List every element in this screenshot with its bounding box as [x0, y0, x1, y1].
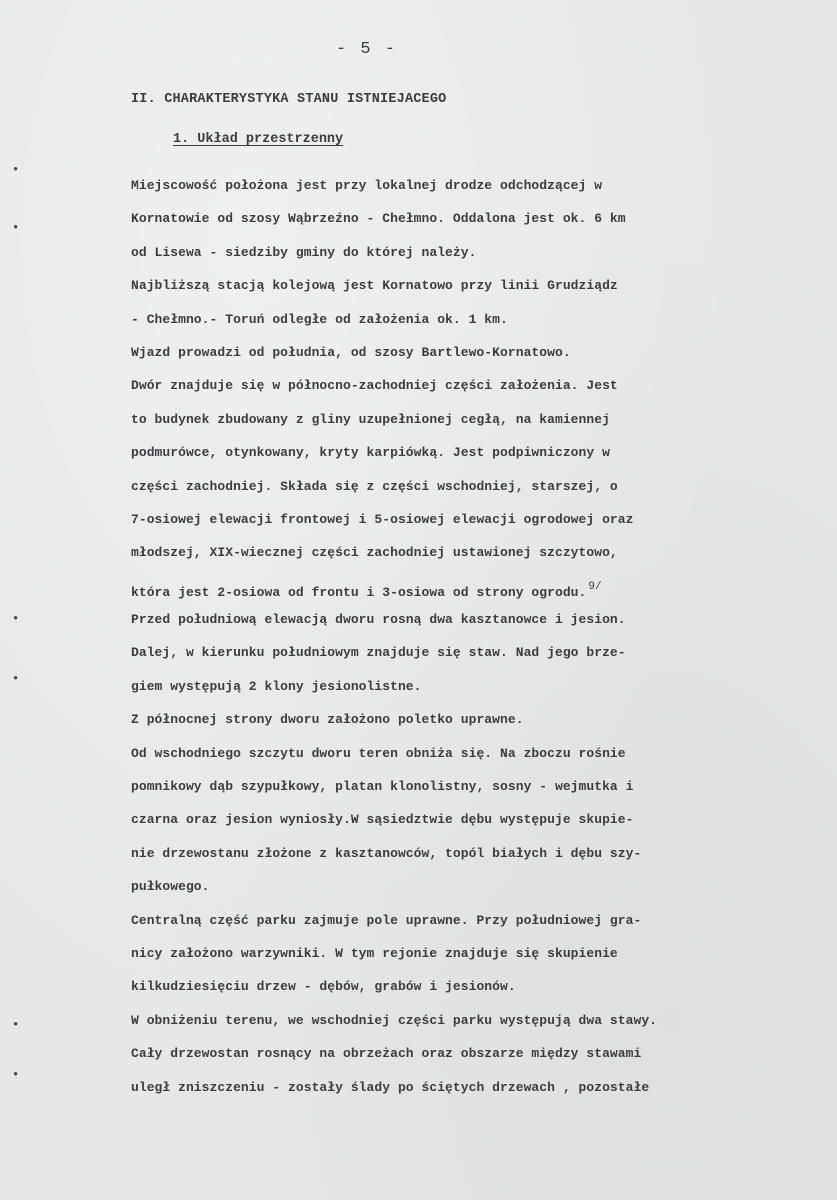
text-line: która jest 2-osiowa od frontu i 3-osiowa od strony ogrodu.: [131, 584, 587, 600]
subsection-heading: 1. Układ przestrzenny: [173, 132, 344, 147]
margin-mark: •: [12, 163, 20, 177]
text-line: Dwór znajduje się w północno-zachodniej części założenia. Jest: [131, 378, 618, 394]
text-line: części zachodniej. Składa się z części wschodniej, starszej, o: [131, 478, 618, 494]
text-line: pomnikowy dąb szypułkowy, platan klonolistny, sosny - wejmutka i: [131, 779, 634, 795]
text-line: Z północnej strony dworu założono poletko uprawne.: [131, 712, 524, 728]
text-line: to budynek zbudowany z gliny uzupełnionej cegłą, na kamiennej: [131, 411, 610, 427]
text-line-with-footnote: [131, 575, 831, 608]
text-line: kilkudziesięciu drzew - dębów, grabów i jesionów.: [131, 979, 516, 995]
text-line: - Chełmno.- Toruń odległe od założenia ok. 1 km.: [131, 311, 508, 327]
text-line: podmurówce, otynkowany, kryty karpiówką. Jest podpiwniczony w: [131, 445, 610, 461]
margin-mark: •: [12, 1068, 20, 1082]
text-line: Miejscowość położona jest przy lokalnej drodze odchodzącej w: [131, 178, 603, 193]
text-line: Przed południową elewacją dworu rosną dwa kasztanowce i jesion.: [131, 612, 626, 628]
text-line: W obniżeniu terenu, we wschodniej części parku występują dwa stawy.: [131, 1012, 658, 1028]
margin-mark: •: [12, 612, 20, 626]
text-line: nie drzewostanu złożone z kasztanowców, topól białych i dębu szy-: [131, 845, 642, 861]
body-text: [131, 174, 831, 1109]
text-line: Wjazd prowadzi od południa, od szosy Bartlewo-Kornatowo.: [131, 344, 571, 360]
margin-mark: •: [12, 1018, 20, 1032]
text-line: uległ zniszczeniu - zostały ślady po ściętych drzewach , pozostałe: [131, 1079, 650, 1095]
text-line: młodszej, XIX-wiecznej części zachodniej ustawionej szczytowo,: [131, 545, 618, 561]
margin-mark: •: [12, 221, 20, 235]
page-number: - 5 -: [336, 40, 398, 59]
section-heading: II. CHARAKTERYSTYKA STANU ISTNIEJACEGO: [131, 92, 447, 107]
text-line: giem występują 2 klony jesionolistne.: [131, 678, 422, 694]
text-line: Centralną część parku zajmuje pole uprawne. Przy południowej gra-: [131, 912, 642, 928]
text-line: pułkowego.: [131, 879, 210, 895]
text-line: nicy założono warzywniki. W tym rejonie znajduje się skupienie: [131, 945, 618, 961]
text-line: 7-osiowej elewacji frontowej i 5-osiowej elewacji ogrodowej oraz: [131, 511, 634, 527]
text-line: czarna oraz jesion wyniosły.W sąsiedztwie dębu występuje skupie-: [131, 812, 634, 828]
footnote-reference: 9/: [588, 580, 602, 593]
text-line: od Lisewa - siedziby gminy do której należy.: [131, 244, 477, 260]
text-line: Kornatowie od szosy Wąbrzeźno - Chełmno. Oddalona jest ok. 6 km: [131, 211, 626, 227]
text-line: Dalej, w kierunku południowym znajduje się staw. Nad jego brze-: [131, 645, 626, 661]
text-line: Najbliższą stacją kolejową jest Kornatowo przy linii Grudziądz: [131, 278, 618, 294]
text-line: Od wschodniego szczytu dworu teren obniża się. Na zboczu rośnie: [131, 745, 626, 761]
margin-mark: •: [12, 672, 20, 686]
text-line: Cały drzewostan rosnący na obrzeżach oraz obszarze między stawami: [131, 1046, 642, 1062]
